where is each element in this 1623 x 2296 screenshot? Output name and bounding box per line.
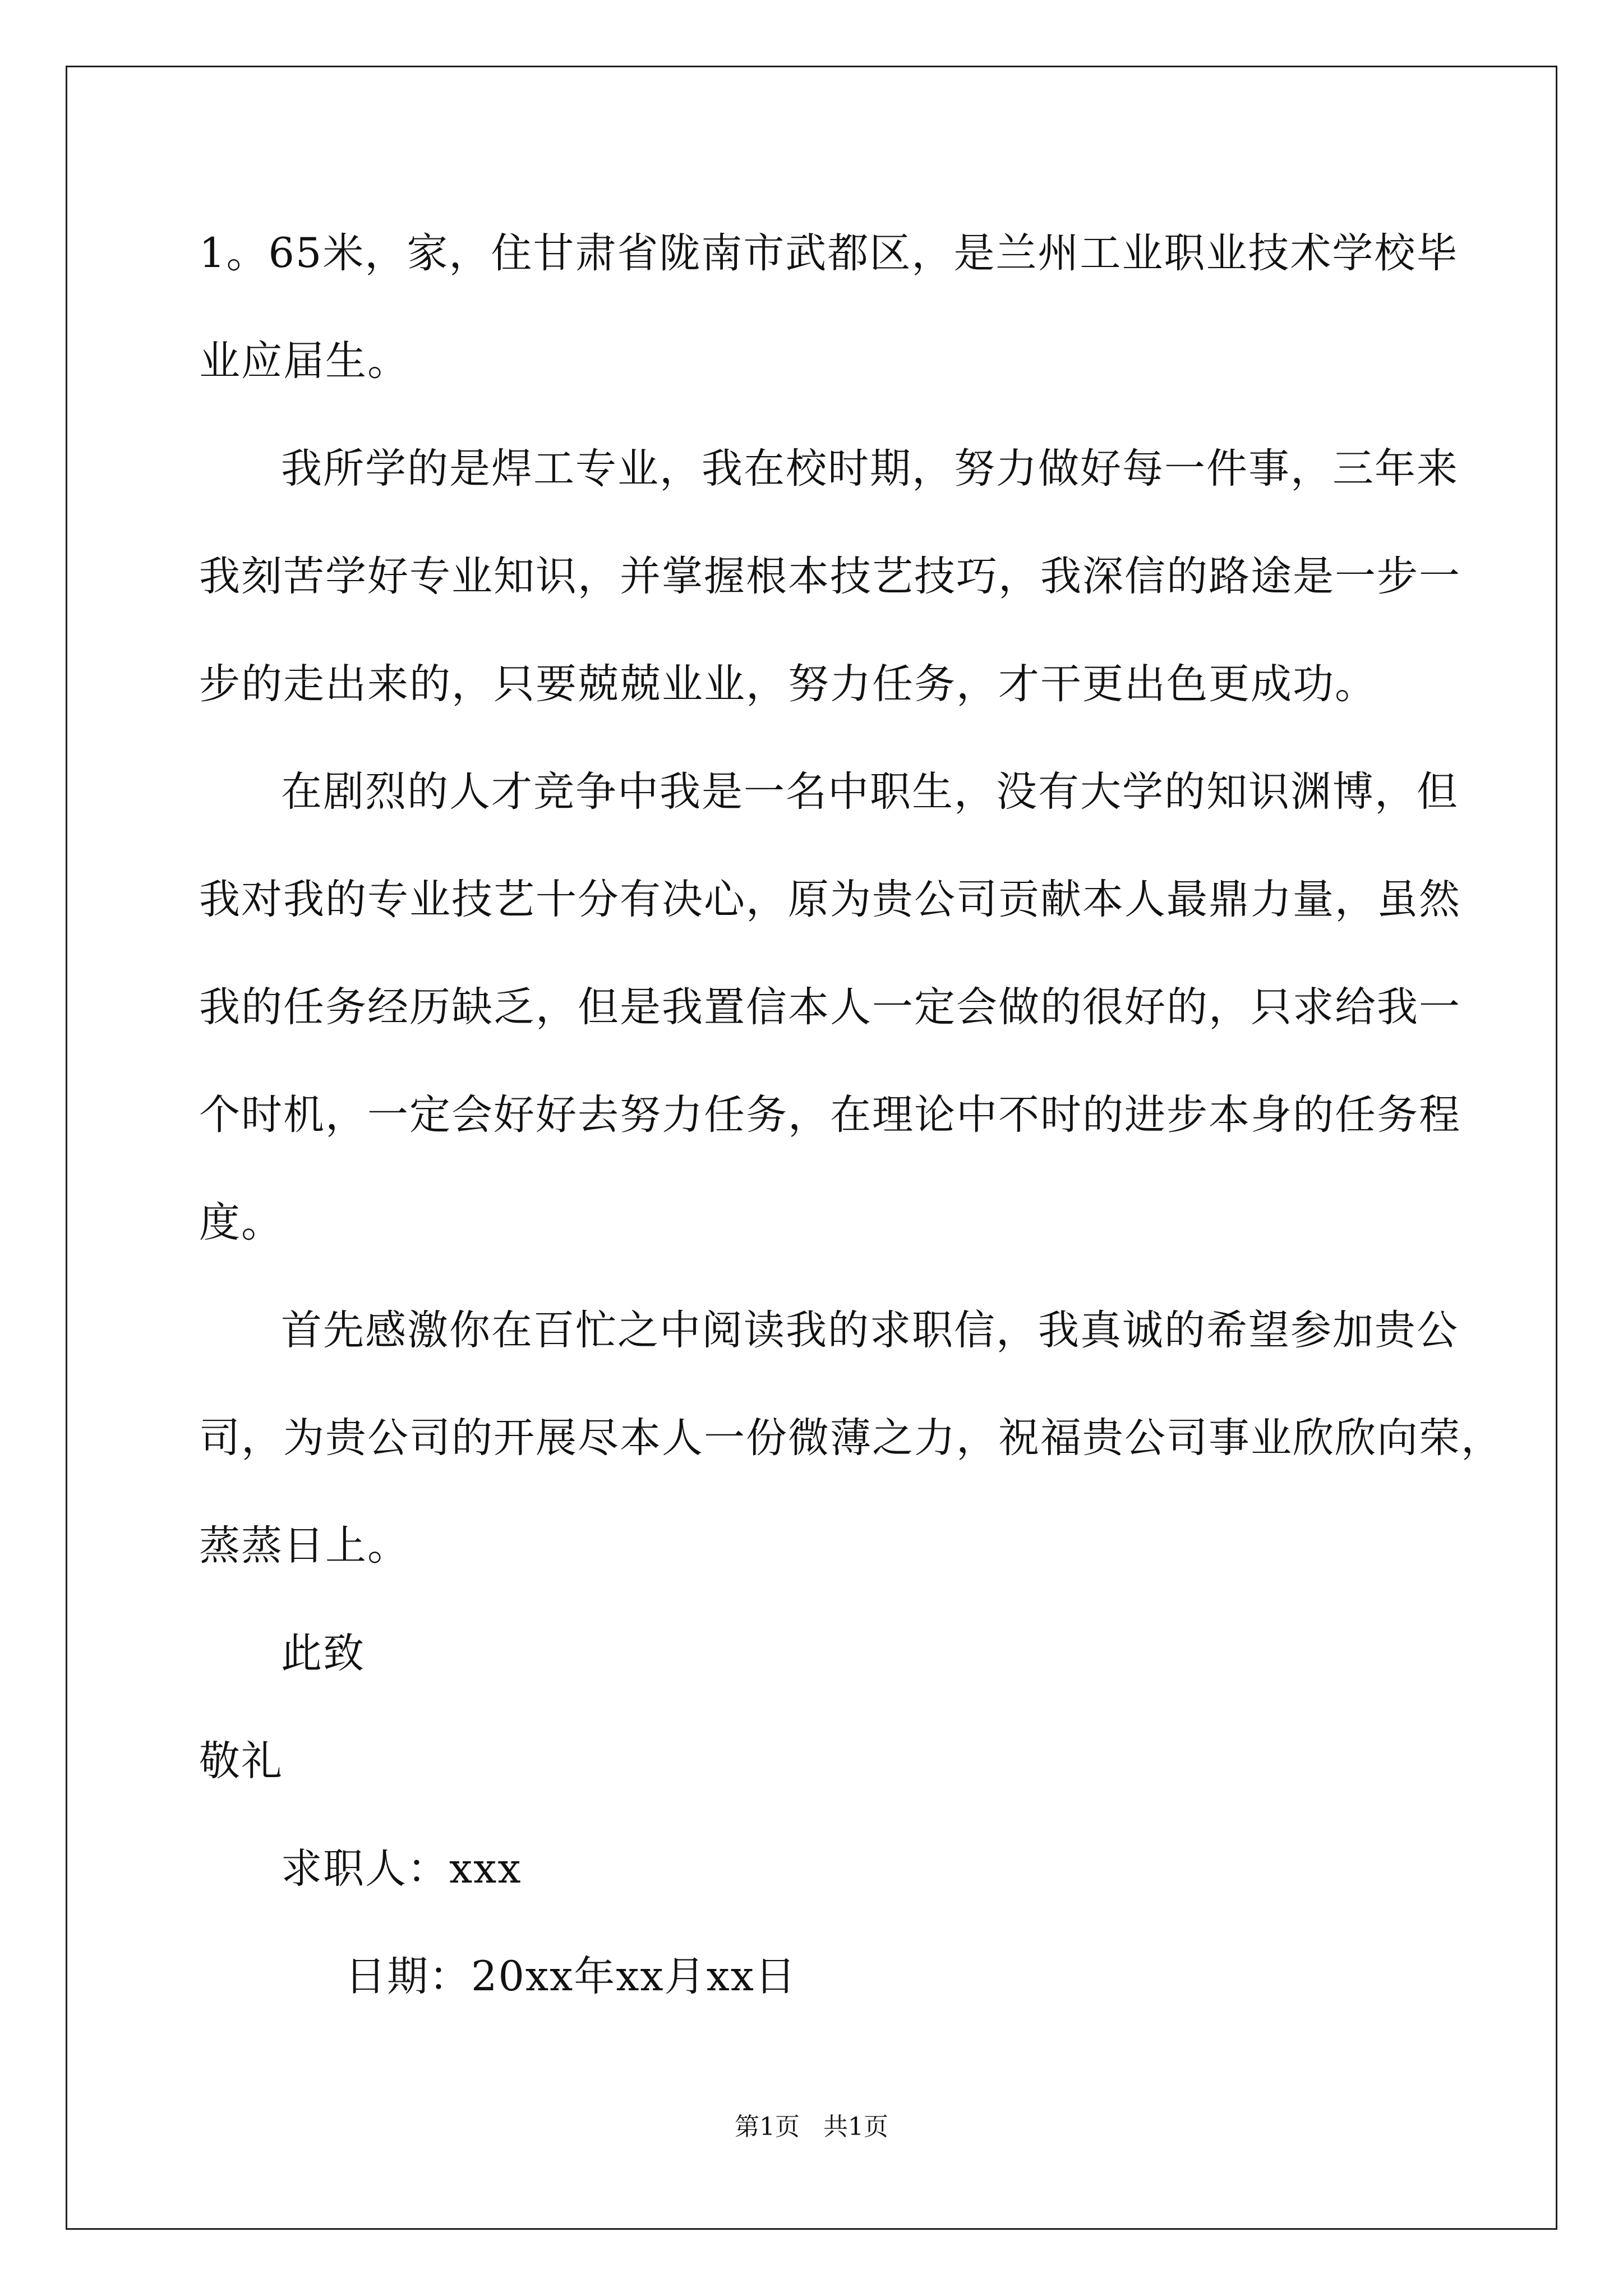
- paragraph-3-line-3: 我的任务经历缺乏，但是我置信本人一定会做的很好的，只求给我一: [199, 983, 1461, 1031]
- paragraph-2-line-3: 步的走出来的，只要兢兢业业，努力任务，才干更出色更成功。: [199, 660, 1377, 708]
- paragraph-3-line-2: 我对我的专业技艺十分有决心，原为贵公司贡献本人最鼎力量，虽然: [199, 876, 1461, 923]
- page-footer: 第1页 共1页: [735, 2113, 888, 2141]
- paragraph-4-line-1: 首先感激你在百忙之中阅读我的求职信，我真诚的希望参加贵公: [281, 1306, 1459, 1354]
- paragraph-3-line-1: 在剧烈的人才竞争中我是一名中职生，没有大学的知识渊博，但: [281, 768, 1459, 816]
- salutation-text: 敬礼: [199, 1737, 283, 1785]
- letter-body: [199, 200, 1503, 2031]
- paragraph-3-line-5: 度。: [199, 1199, 283, 1246]
- closing-text: 此致: [281, 1630, 365, 1677]
- paragraph-3-line-4: 个时机，一定会好好去努力任务，在理论中不时的进步本身的任务程: [199, 1091, 1461, 1139]
- paragraph-2-line-1: 我所学的是焊工专业，我在校时期，努力做好每一件事，三年来: [281, 445, 1459, 493]
- paragraph-2-line-2: 我刻苦学好专业知识，并掌握根本技艺技巧，我深信的路途是一步一: [199, 553, 1461, 600]
- paragraph-4-line-3: 蒸蒸日上。: [199, 1522, 409, 1570]
- applicant-signature: 求职人：xxx: [281, 1845, 522, 1893]
- paragraph-1-line-1: 1。65米，家，住甘肃省陇南市武都区，是兰州工业职业技术学校毕: [199, 229, 1459, 277]
- paragraph-1-line-2: 业应届生。: [199, 337, 409, 385]
- letter-date: 日期：20xx年xx月xx日: [345, 1953, 797, 2000]
- paragraph-4-line-2: 司，为贵公司的开展尽本人一份微薄之力，祝福贵公司事业欣欣向荣，: [199, 1414, 1503, 1462]
